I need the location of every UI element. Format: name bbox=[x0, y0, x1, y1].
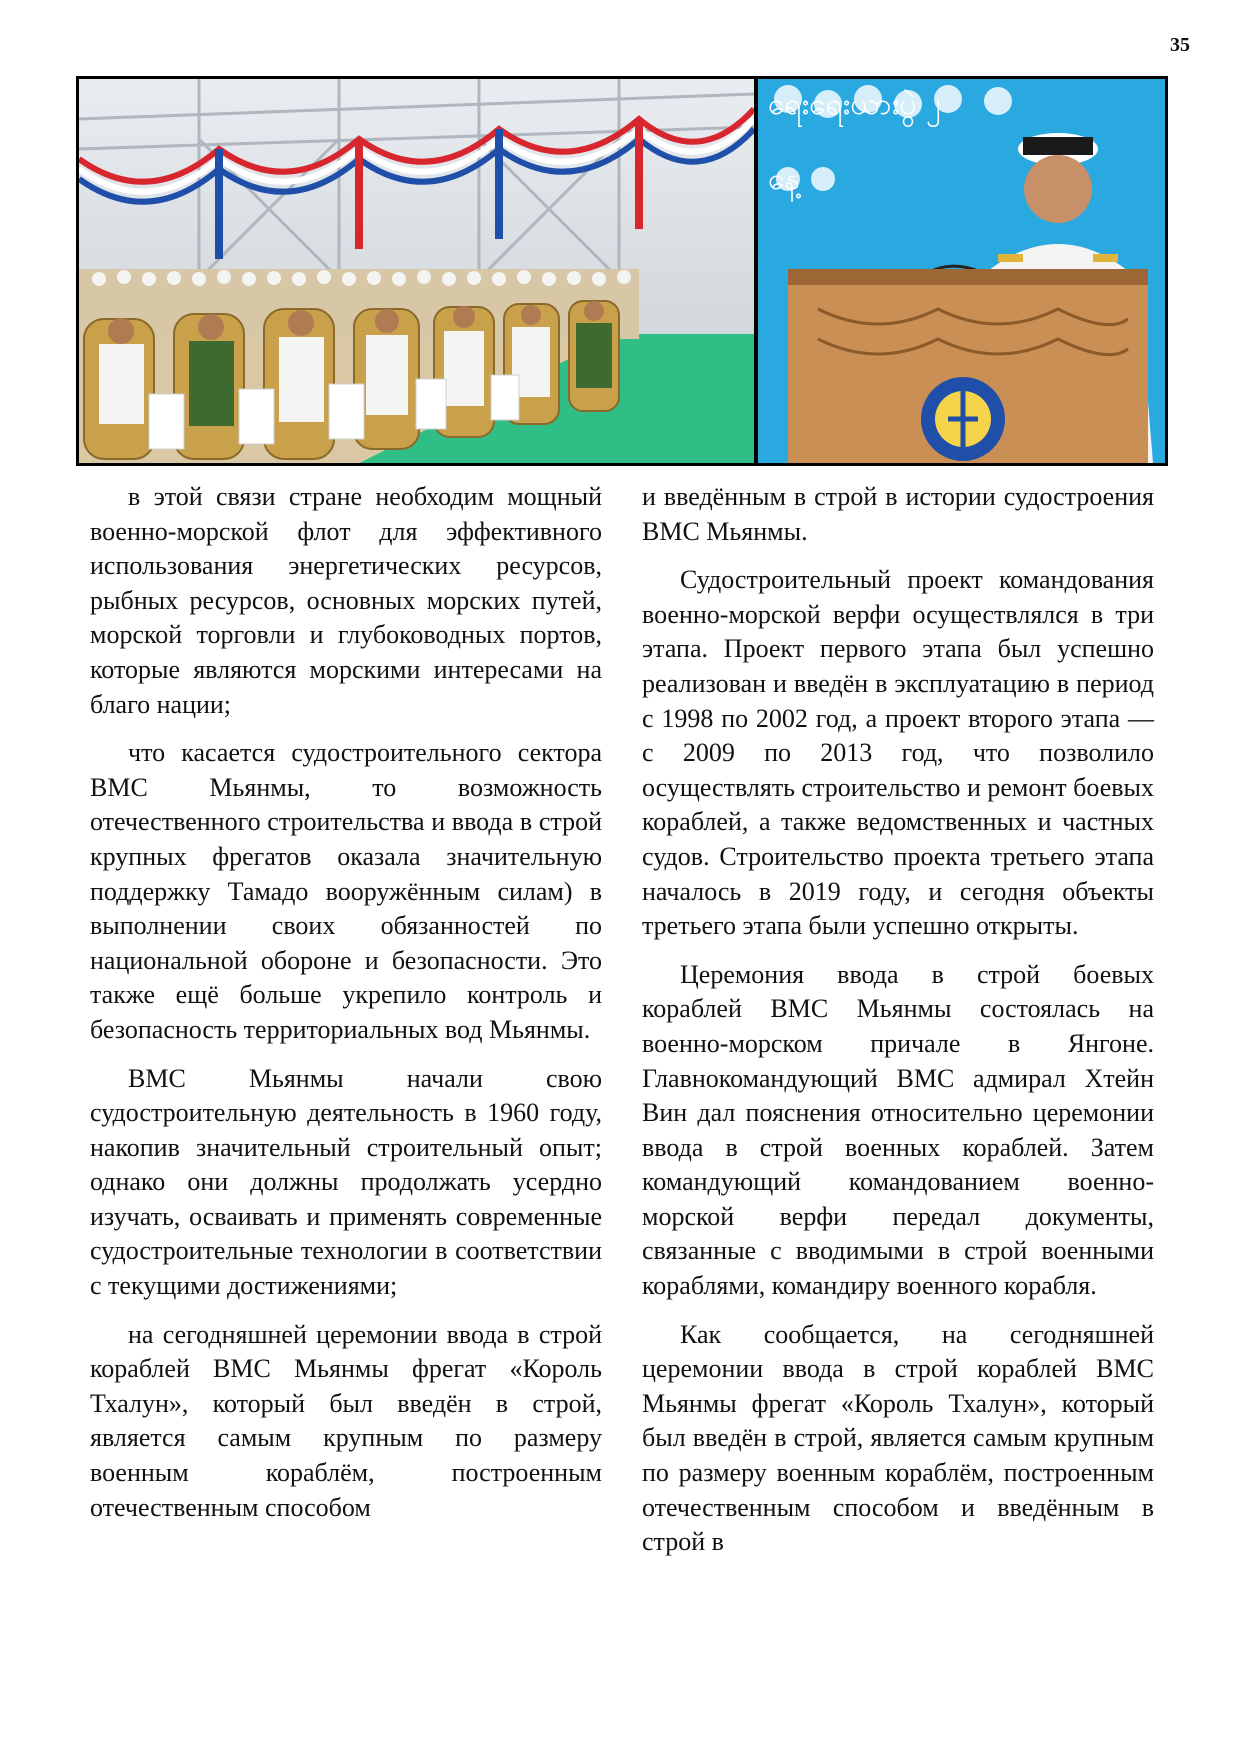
left-column bbox=[90, 480, 602, 1539]
banner-script-line1: ရေးရေးယားပွဲ ၂ bbox=[768, 87, 941, 122]
paragraph: Церемония ввода в строй боевых кораблей ВМС Мьянмы состоялась на военно-морском причале в Янгоне. Главнокомандующий ВМС адмирал Хтейн Вин дал пояснения относительно церемонии ввода в строй военных кораблей. Затем командующий командованием военно-морской верфи передал документы, связанные с вводимыми в строй военными кораблями, командиру военного корабля. bbox=[642, 959, 1154, 1301]
banner-script-line2: နေ့ bbox=[768, 162, 800, 197]
paragraph: ВМС Мьянмы начали свою судостроительную деятельность в 1960 году, накопив значительный строительный опыт; однако они должны продолжать усердно изучать, осваивать и применять современные судостроительные технологии в соответствии с текущими достижениями; bbox=[90, 1063, 602, 1301]
paragraph: в этой связи стране необходим мощный военно-морской флот для эффективного использования энергетических ресурсов, рыбных ресурсов, основных морских путей, морской торговли и глубоководных портов, которые являются морскими интересами на благо нации; bbox=[90, 482, 602, 719]
audience-photo bbox=[79, 79, 754, 463]
speaker-photo bbox=[758, 79, 1165, 463]
right-column bbox=[642, 480, 1154, 1574]
paragraph: что касается судостроительного сектора ВМС Мьянмы, то возможность отечественного строительства и ввода в строй крупных фрегатов оказала значительную поддержку Тамадо вооружённым силам) в выполнении своих обязанностей по национальной обороне и безопасности. Это также ещё больше укрепило контроль и безопасность территориальных вод Мьянмы. bbox=[90, 738, 602, 1044]
paragraph: на сегодняшней церемонии ввода в строй кораблей ВМС Мьянмы фрегат «Король Тхалун», который был введён в строй, является самым крупным по размеру военным кораблём, построенным отечественным способом bbox=[90, 1319, 602, 1522]
paragraph: Судостроительный проект командования военно-морской верфи осуществлялся в три этапа. Проект первого этапа был успешно реализован и введён в эксплуатацию в период с 1998 по 2002 год, а проект второго этапа — с 2009 по 2013 год, что позволило осуществлять строительство и ремонт боевых кораблей, а также ведомственных и частных судов. Строительство проекта третьего этапа началось в 2019 году, и сегодня объекты третьего этапа были успешно открыты. bbox=[642, 565, 1154, 941]
photo-strip bbox=[76, 76, 1168, 466]
paragraph: и введённым в строй в истории судостроения ВМС Мьянмы. bbox=[642, 482, 1154, 546]
article-body bbox=[90, 480, 1154, 1730]
page-number: 35 bbox=[1170, 34, 1190, 56]
paragraph: Как сообщается, на сегодняшней церемонии ввода в строй кораблей ВМС Мьянмы фрегат «Король Тхалун», который был введён в строй, является самым крупным по размеру военным кораблём, построенным отечественным способом и введённым в строй в bbox=[642, 1319, 1154, 1557]
